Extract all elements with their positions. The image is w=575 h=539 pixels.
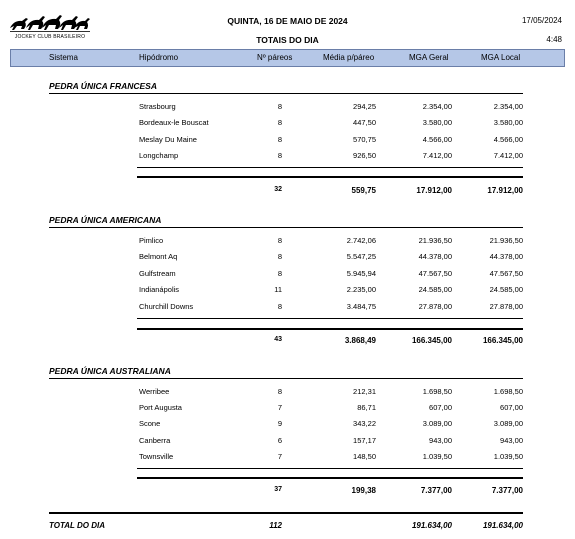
total-mga-geral: 7.377,00 xyxy=(420,486,452,495)
row-mga-local: 44.378,00 xyxy=(489,252,523,261)
table-row xyxy=(0,236,575,248)
total-divider xyxy=(137,328,523,330)
row-hipodromo: Meslay Du Maine xyxy=(139,135,197,144)
row-n-pareos: 8 xyxy=(277,102,282,111)
table-row xyxy=(0,118,575,130)
row-mga-local: 4.566,00 xyxy=(493,135,523,144)
row-hipodromo: Townsville xyxy=(139,452,174,461)
row-n-pareos: 8 xyxy=(277,252,282,261)
section-divider xyxy=(49,227,523,228)
row-mga-local: 7.412,00 xyxy=(493,151,523,160)
row-mga-local: 3.580,00 xyxy=(493,118,523,127)
table-row xyxy=(0,135,575,147)
print-date: 17/05/2024 xyxy=(521,16,562,25)
row-hipodromo: Strasbourg xyxy=(139,102,176,111)
section-title: PEDRA ÚNICA AUSTRALIANA xyxy=(49,366,171,376)
row-mga-geral: 1.698,50 xyxy=(422,387,452,396)
logo-text: JOCKEY CLUB BRASILEIRO xyxy=(14,34,86,40)
row-hipodromo: Bordeaux-le Bouscat xyxy=(139,118,209,127)
total-n-pareos: 37 xyxy=(274,486,282,493)
table-row xyxy=(0,403,575,415)
grand-total-mga-local: 191.634,00 xyxy=(482,521,523,530)
row-mga-local: 3.089,00 xyxy=(493,419,523,428)
section-divider xyxy=(49,378,523,379)
total-n-pareos: 32 xyxy=(274,186,282,193)
row-mga-geral: 24.585,00 xyxy=(418,285,452,294)
total-mga-local: 166.345,00 xyxy=(482,336,523,345)
col-n-pareos: Nº páreos xyxy=(257,53,293,62)
row-hipodromo: Werribee xyxy=(139,387,170,396)
print-time: 4:48 xyxy=(546,35,562,44)
row-media: 447,50 xyxy=(353,118,376,127)
row-n-pareos: 6 xyxy=(277,436,282,445)
row-hipodromo: Pimlico xyxy=(139,236,164,245)
total-mga-geral: 17.912,00 xyxy=(416,186,452,195)
row-media: 86,71 xyxy=(357,403,376,412)
row-n-pareos: 8 xyxy=(277,118,282,127)
row-mga-geral: 1.039,50 xyxy=(422,452,452,461)
row-mga-geral: 4.566,00 xyxy=(422,135,452,144)
row-media: 3.484,75 xyxy=(346,302,376,311)
row-media: 2.235,00 xyxy=(346,285,376,294)
row-hipodromo: Gulfstream xyxy=(139,269,176,278)
column-header-bar xyxy=(10,49,565,67)
row-mga-local: 21.936,50 xyxy=(489,236,523,245)
row-mga-geral: 7.412,00 xyxy=(422,151,452,160)
table-row xyxy=(0,252,575,264)
row-mga-local: 943,00 xyxy=(500,436,523,445)
row-hipodromo: Belmont Aq xyxy=(139,252,178,261)
row-divider xyxy=(137,318,523,319)
row-hipodromo: Port Augusta xyxy=(139,403,182,412)
row-n-pareos: 11 xyxy=(274,285,282,294)
total-media: 559,75 xyxy=(351,186,376,195)
section-total-row xyxy=(0,486,575,498)
row-mga-geral: 21.936,50 xyxy=(418,236,452,245)
total-divider xyxy=(137,477,523,479)
row-media: 212,31 xyxy=(353,387,376,396)
section-total-row xyxy=(0,336,575,348)
row-mga-local: 607,00 xyxy=(500,403,523,412)
row-n-pareos: 8 xyxy=(277,151,282,160)
row-n-pareos: 8 xyxy=(277,269,282,278)
grand-total-row xyxy=(0,521,575,533)
row-hipodromo: Canberra xyxy=(139,436,171,445)
row-mga-geral: 2.354,00 xyxy=(422,102,452,111)
row-mga-geral: 3.580,00 xyxy=(422,118,452,127)
grand-total-label: TOTAL DO DIA xyxy=(49,521,105,530)
row-media: 294,25 xyxy=(353,102,376,111)
row-divider xyxy=(137,468,523,469)
row-mga-geral: 3.089,00 xyxy=(422,419,452,428)
report-subtitle: TOTAIS DO DIA xyxy=(256,35,319,45)
table-row xyxy=(0,419,575,431)
grand-total-mga-geral: 191.634,00 xyxy=(411,521,452,530)
table-row xyxy=(0,285,575,297)
section-divider xyxy=(49,93,523,94)
row-media: 5.547,25 xyxy=(346,252,376,261)
row-media: 570,75 xyxy=(353,135,376,144)
total-media: 199,38 xyxy=(351,486,376,495)
row-media: 926,50 xyxy=(353,151,376,160)
table-row xyxy=(0,269,575,281)
row-mga-local: 2.354,00 xyxy=(493,102,523,111)
row-mga-geral: 44.378,00 xyxy=(418,252,452,261)
row-mga-local: 1.698,50 xyxy=(493,387,523,396)
col-mga-geral: MGA Geral xyxy=(409,53,449,62)
row-hipodromo: Scone xyxy=(139,419,161,428)
total-n-pareos: 43 xyxy=(274,336,282,343)
col-media: Média p/páreo xyxy=(323,53,375,62)
row-media: 5.945,94 xyxy=(346,269,376,278)
row-media: 157,17 xyxy=(353,436,376,445)
row-mga-local: 47.567,50 xyxy=(489,269,523,278)
table-row xyxy=(0,436,575,448)
grand-total-divider xyxy=(49,512,523,514)
total-mga-local: 17.912,00 xyxy=(487,186,523,195)
table-row xyxy=(0,102,575,114)
row-mga-local: 27.878,00 xyxy=(489,302,523,311)
report-date-title: QUINTA, 16 DE MAIO DE 2024 xyxy=(227,16,348,26)
col-sistema: Sistema xyxy=(49,53,78,62)
row-n-pareos: 7 xyxy=(277,452,282,461)
grand-total-n-pareos: 112 xyxy=(269,521,282,530)
total-mga-local: 7.377,00 xyxy=(491,486,523,495)
section-title: PEDRA ÚNICA FRANCESA xyxy=(49,81,157,91)
row-n-pareos: 8 xyxy=(277,236,282,245)
row-mga-geral: 607,00 xyxy=(429,403,452,412)
row-n-pareos: 7 xyxy=(277,403,282,412)
row-mga-local: 24.585,00 xyxy=(489,285,523,294)
row-mga-geral: 943,00 xyxy=(429,436,452,445)
total-mga-geral: 166.345,00 xyxy=(411,336,452,345)
section-total-row xyxy=(0,186,575,198)
row-mga-geral: 47.567,50 xyxy=(418,269,452,278)
section-title: PEDRA ÚNICA AMERICANA xyxy=(49,215,162,225)
row-media: 148,50 xyxy=(353,452,376,461)
total-divider xyxy=(137,176,523,178)
row-n-pareos: 8 xyxy=(277,135,282,144)
row-divider xyxy=(137,167,523,168)
row-n-pareos: 9 xyxy=(277,419,282,428)
row-hipodromo: Longchamp xyxy=(139,151,179,160)
total-media: 3.868,49 xyxy=(344,336,376,345)
table-row xyxy=(0,387,575,399)
row-mga-local: 1.039,50 xyxy=(493,452,523,461)
row-mga-geral: 27.878,00 xyxy=(418,302,452,311)
row-media: 343,22 xyxy=(353,419,376,428)
table-row xyxy=(0,302,575,314)
row-media: 2.742,06 xyxy=(346,236,376,245)
table-row xyxy=(0,151,575,163)
row-hipodromo: Churchill Downs xyxy=(139,302,194,311)
row-n-pareos: 8 xyxy=(277,387,282,396)
col-hipodromo: Hipódromo xyxy=(139,53,179,62)
row-hipodromo: Indianápolis xyxy=(139,285,180,294)
table-row xyxy=(0,452,575,464)
col-mga-local: MGA Local xyxy=(481,53,521,62)
row-n-pareos: 8 xyxy=(277,302,282,311)
